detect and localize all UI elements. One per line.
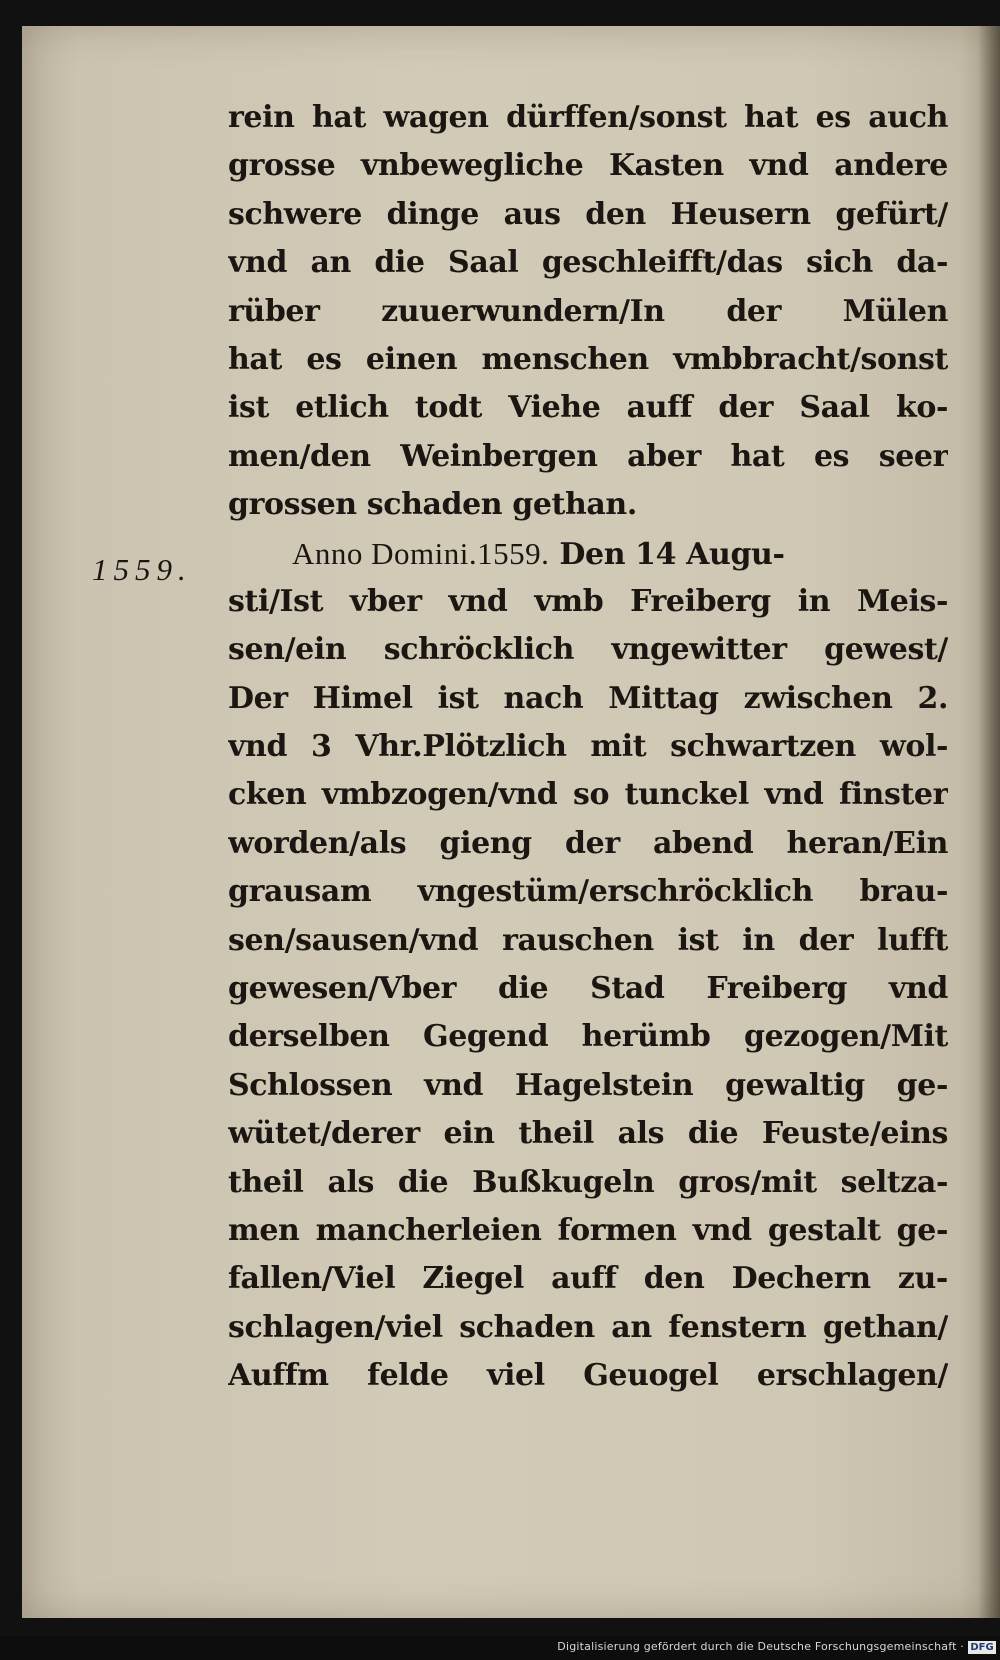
text-line: vnd 3 Vhr.Plötzlich mit schwartzen wol-	[228, 729, 948, 765]
text-line: fallen/Viel Ziegel auff den Dechern zu-	[228, 1261, 948, 1297]
marginal-year-note: 1559.	[92, 552, 192, 587]
text-line: theil als die Bußkugeln gros/mit seltza-	[228, 1164, 948, 1200]
text-line: derselben Gegend herümb gezogen/Mit	[228, 1019, 948, 1055]
binding-edge	[978, 26, 1000, 1618]
anno-domini-line	[228, 530, 948, 578]
text-line: sen/sausen/vnd rauschen ist in der lufft	[228, 922, 948, 958]
text-line: schwere dinge aus den Heusern gefürt/	[228, 196, 948, 232]
text-line: men mancherleien formen vnd gestalt ge-	[228, 1212, 948, 1248]
text-line: sti/Ist vber vnd vmb Freiberg in Meis-	[228, 583, 948, 619]
text-line: schlagen/viel schaden an fenstern gethan/	[228, 1309, 948, 1345]
text-line: wütet/derer ein theil als die Feuste/eins	[228, 1116, 948, 1152]
text-line: Auffm felde viel Geuogel erschlagen/	[228, 1358, 948, 1394]
text-line: Der Himel ist nach Mittag zwischen 2.	[228, 680, 948, 716]
anno-domini-continuation: Den 14 Augu-	[549, 536, 785, 572]
text-line: grosse vnbewegliche Kasten vnd andere	[228, 148, 948, 184]
digitization-credit: Digitalisierung gefördert durch die Deutsche Forschungsgemeinschaft ·	[557, 1640, 964, 1653]
body-text	[228, 94, 948, 1401]
anno-domini-roman: Anno Domini.1559.	[292, 535, 550, 571]
text-line: grossen schaden gethan.	[228, 487, 637, 523]
text-line: ist etlich todt Viehe auff der Saal ko-	[228, 390, 948, 426]
text-line: sen/ein schröcklich vngewitter gewest/	[228, 632, 948, 668]
text-line: vnd an die Saal geschleifft/das sich da-	[228, 245, 948, 281]
dfg-logo: DFG	[968, 1641, 996, 1654]
text-line: gewesen/Vber die Stad Freiberg vnd	[228, 971, 948, 1007]
text-line: rüber zuuerwundern/In der Mülen	[228, 293, 948, 329]
text-line: rein hat wagen dürffen/sonst hat es auch	[228, 100, 948, 135]
text-line: grausam vngestüm/erschröcklich brau-	[228, 874, 948, 910]
text-line: hat es einen menschen vmbbracht/sonst	[228, 341, 948, 377]
text-line: men/den Weinbergen aber hat es seer	[228, 438, 948, 474]
text-line: Schlossen vnd Hagelstein gewaltig ge-	[228, 1067, 948, 1103]
text-line: cken vmbzogen/vnd so tunckel vnd finster	[228, 777, 948, 813]
text-line: worden/als gieng der abend heran/Ein	[228, 825, 948, 861]
